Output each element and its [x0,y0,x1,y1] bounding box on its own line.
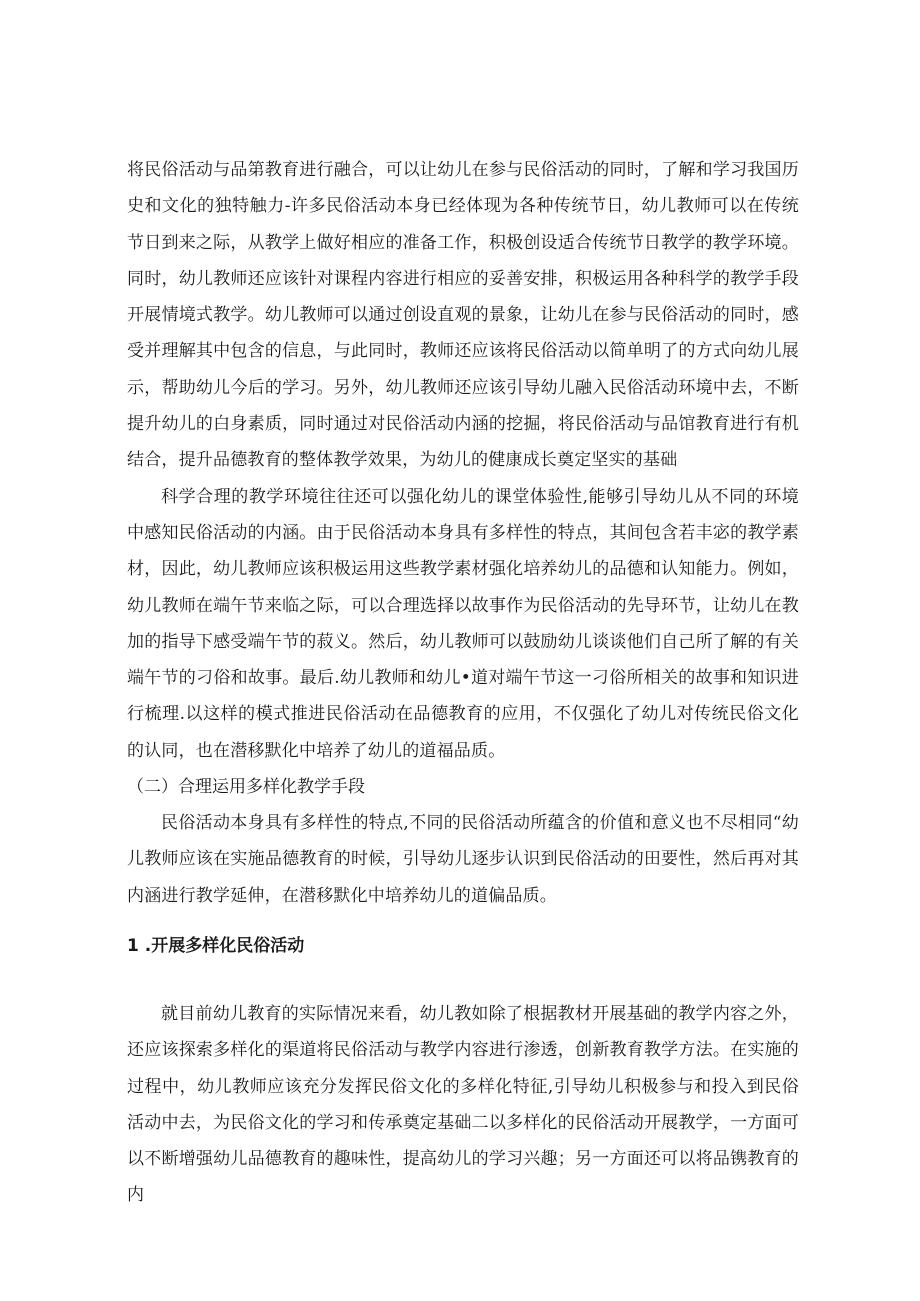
subsection-heading-diverse-activities: 1 .开展多样化民俗活动 [127,935,305,956]
paragraph-diversity-intro: 民俗活动本身具有多样性的特点,不同的民俗活动所蕴含的价值和意义也不尽相同“幼儿教师应该在实施品德教育的时候，引导幼儿逐步认识到民俗活动的田要性，然后再对其内涵进行教学延伸，在潜移默化中培养幼儿的道偏品质。 [127,813,799,906]
document-page [127,152,799,1214]
section-heading-diverse-methods: （二）合理运用多样化教学手段 [127,777,365,798]
paragraph-folk-integration: 将民俗活动与品第教育进行融合，可以让幼儿在参与民俗活动的同时，了解和学习我国历史和文化的独特触力-许多民俗活动本身已经体现为各种传统节日，幼儿教师可以在传统节日到来之际，从教学上做好相应的准备工作，积极创设适合传统节日教学的教学环境。同时，幼儿教师还应该针对课程内容进行相应的妥善安排，积极运用各种科学的教学手段开展情境式教学。幼儿教师可以通过创设直观的景象，让幼儿在参与民俗活动的同时，感受并理解其中包含的信息，与此同时，教师还应该将民俗活动以简单明了的方式向幼儿展示，帮助幼儿今后的学习。另外，幼儿教师还应该引导幼儿融入民俗活动环境中去，不断提升幼儿的白身素质，同时通过对民俗活动内涵的挖掘，将民俗活动与品馆教育进行有机结合，提升品德教育的整体教学效果，为幼儿的健康成长奠定坚实的基础 [127,160,799,471]
paragraph-teaching-environment: 科学合理的教学环境往往还可以强化幼儿的课堂体验性,能够引导幼儿从不同的环境中感知民俗活动的内涵。由于民俗活动本身具有多样性的特点，其间包含若丰宓的教学素材，因此，幼儿教师应该积极运用这些教学素材强化培养幼儿的品德和认知能力。例如，幼儿教师在端午节来临之际，可以合理选择以故事作为民俗活动的先导环节，让幼儿在教加的指导下感受端午节的菽义。然后，幼儿教师可以鼓励幼儿谈谈他们自己所了解的有关端午节的刁俗和故事。最后.幼儿教师和幼儿•道对端午节这一刁俗所相关的故事和知识进行梳理.以这样的模式推进民俗活动在品德教育的应用，不仅强化了幼儿对传统民俗文化的认同，也在潜移默化中培养了幼儿的道福品质。 [127,486,799,761]
paragraph-current-situation: 就目前幼儿教育的实际情况来看，幼儿教如除了根据教材开展基础的教学内容之外，还应该探索多样化的渠道将民俗活动与教学内容进行渗透，创新教育教学方法。在实施的过程中，幼儿教师应该充分发挥民俗文化的多样化特征,引导幼儿积极参与和投入到民俗活动中去，为民俗文化的学习和传承奠定基础二以多样化的民俗活动开展教学，一方面可以不断增强幼儿品德教育的趣味性，提高幼儿的学习兴趣；另一方面还可以将品镌教育的内 [127,1003,799,1206]
